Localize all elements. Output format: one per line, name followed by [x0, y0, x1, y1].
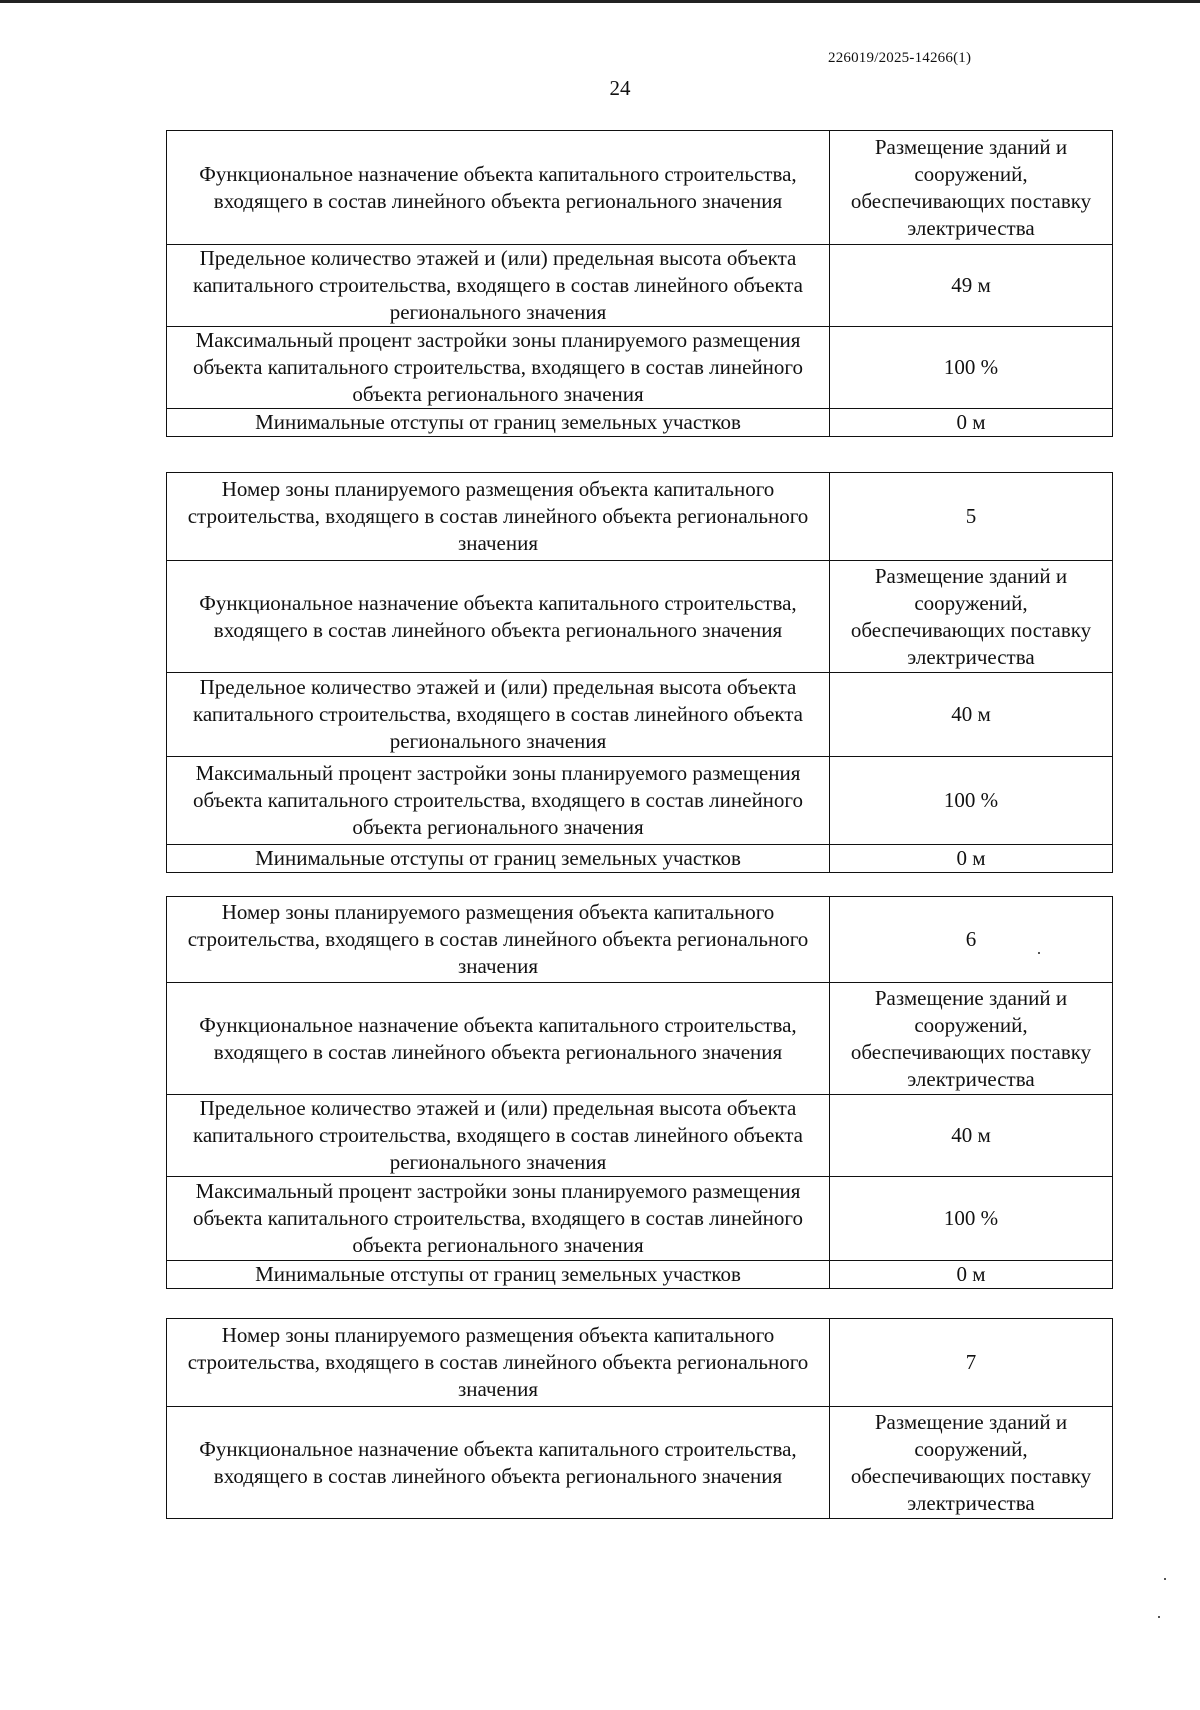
table-row: [167, 131, 1113, 245]
row-label: Предельное количество этажей и (или) предельная высота объекта капитального строительства, входящего в состав линейного объекта регионального значения: [167, 1095, 830, 1177]
table-row: [167, 327, 1113, 409]
table-row: [167, 561, 1113, 673]
row-label: Функциональное назначение объекта капитального строительства, входящего в состав линейного объекта регионального значения: [167, 131, 830, 245]
row-label: Функциональное назначение объекта капитального строительства, входящего в состав линейного объекта регионального значения: [167, 983, 830, 1095]
page-top-border: [0, 0, 1200, 3]
row-label: Минимальные отступы от границ земельных участков: [167, 1261, 830, 1289]
row-value: 6: [830, 897, 1113, 983]
row-value: 0 м: [830, 409, 1113, 437]
table-row: [167, 1177, 1113, 1261]
row-label: Минимальные отступы от границ земельных участков: [167, 845, 830, 873]
row-value: 49 м: [830, 245, 1113, 327]
row-label: Функциональное назначение объекта капитального строительства, входящего в состав линейного объекта регионального значения: [167, 561, 830, 673]
scan-speck: [1038, 952, 1040, 954]
row-value: 100 %: [830, 1177, 1113, 1261]
row-label: Максимальный процент застройки зоны планируемого размещения объекта капитального строительства, входящего в состав линейного объекта регионального значения: [167, 327, 830, 409]
scan-speck: [1164, 1578, 1166, 1580]
row-label: Функциональное назначение объекта капитального строительства, входящего в состав линейного объекта регионального значения: [167, 1407, 830, 1519]
row-label: Минимальные отступы от границ земельных участков: [167, 409, 830, 437]
table-row: [167, 757, 1113, 845]
row-value: 0 м: [830, 845, 1113, 873]
zone-parameters-table: [166, 896, 1113, 1289]
row-value: 40 м: [830, 673, 1113, 757]
table-row: [167, 845, 1113, 873]
zone-parameters-table: [166, 472, 1113, 873]
table-row: [167, 1261, 1113, 1289]
scan-speck: [1158, 1616, 1160, 1618]
row-label: Номер зоны планируемого размещения объекта капитального строительства, входящего в состав линейного объекта регионального значения: [167, 1319, 830, 1407]
row-value: 100 %: [830, 327, 1113, 409]
row-value: 0 м: [830, 1261, 1113, 1289]
row-value: Размещение зданий и сооружений, обеспечивающих поставку электричества: [830, 131, 1113, 245]
table-row: [167, 473, 1113, 561]
table-row: [167, 1407, 1113, 1519]
row-label: Номер зоны планируемого размещения объекта капитального строительства, входящего в состав линейного объекта регионального значения: [167, 897, 830, 983]
table-row: [167, 897, 1113, 983]
row-label: Номер зоны планируемого размещения объекта капитального строительства, входящего в состав линейного объекта регионального значения: [167, 473, 830, 561]
row-label: Максимальный процент застройки зоны планируемого размещения объекта капитального строительства, входящего в состав линейного объекта регионального значения: [167, 757, 830, 845]
row-value: 5: [830, 473, 1113, 561]
row-label: Предельное количество этажей и (или) предельная высота объекта капитального строительства, входящего в состав линейного объекта регионального значения: [167, 245, 830, 327]
table-row: [167, 409, 1113, 437]
row-label: Максимальный процент застройки зоны планируемого размещения объекта капитального строительства, входящего в состав линейного объекта регионального значения: [167, 1177, 830, 1261]
row-value: 7: [830, 1319, 1113, 1407]
table-row: [167, 983, 1113, 1095]
table-row: [167, 1095, 1113, 1177]
table-row: [167, 245, 1113, 327]
table-row: [167, 673, 1113, 757]
row-value: Размещение зданий и сооружений, обеспечивающих поставку электричества: [830, 1407, 1113, 1519]
row-value: 100 %: [830, 757, 1113, 845]
document-registration-number: 226019/2025-14266(1): [828, 50, 972, 66]
row-value: Размещение зданий и сооружений, обеспечивающих поставку электричества: [830, 561, 1113, 673]
table-row: [167, 1319, 1113, 1407]
zone-parameters-table: [166, 1318, 1113, 1519]
zone-parameters-table: [166, 130, 1113, 437]
row-value: Размещение зданий и сооружений, обеспечивающих поставку электричества: [830, 983, 1113, 1095]
page-number: 24: [609, 76, 631, 100]
row-value: 40 м: [830, 1095, 1113, 1177]
row-label: Предельное количество этажей и (или) предельная высота объекта капитального строительства, входящего в состав линейного объекта регионального значения: [167, 673, 830, 757]
